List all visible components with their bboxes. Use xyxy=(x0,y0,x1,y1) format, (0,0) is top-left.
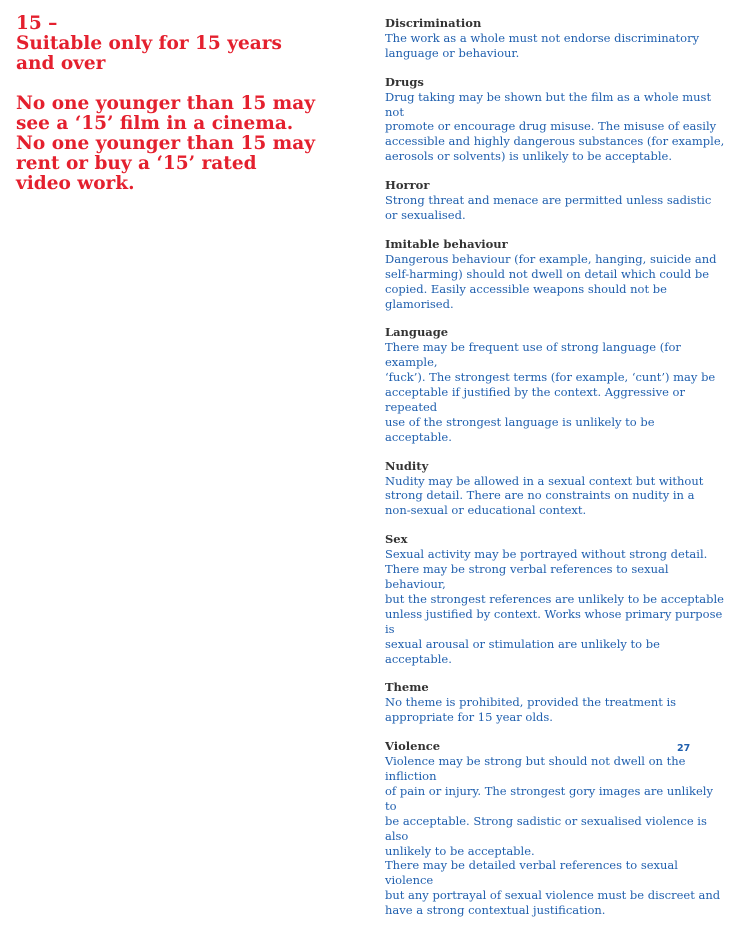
section-heading: Imitable behaviour xyxy=(385,236,508,251)
section-text: No theme is prohibited, provided the treatment is appropriate for 15 year olds. xyxy=(385,695,677,725)
guideline-section xyxy=(385,178,725,223)
guideline-section xyxy=(385,680,725,725)
section-heading: Language xyxy=(385,325,449,340)
section-heading: Sex xyxy=(385,532,408,547)
section-text: Drug taking may be shown but the film as a whole must not promote or encourage drug misuse. The misuse of easily accessible and highly dangerous substances (for example, aerosols or solvents) is unlikely to be acceptable. xyxy=(385,89,725,164)
section-text: Sexual activity may be portrayed without strong detail. There may be strong verbal references to sexual behaviour, but the strongest references are unlikely to be acceptable unless justified by context. Works whose primary purpose is sexual arousal or stimulation are unlikely to be acceptable. xyxy=(385,547,724,666)
section-heading: Theme xyxy=(385,680,429,695)
section-text: Dangerous behaviour (for example, hanging, suicide and self-harming) should not dwell on detail which could be copied. Easily accessible weapons should not be glamorised. xyxy=(385,251,717,311)
section-text: Strong threat and menace are permitted unless sadistic or sexualised. xyxy=(385,193,712,222)
rating-subtitle: Suitable only for 15 years and over xyxy=(16,33,282,74)
rating-notice: No one younger than 15 may see a ‘15’ film in a cinema. No one younger than 15 may rent or buy a ‘15’ rated video work. xyxy=(16,93,315,194)
section-text: Violence may be strong but should not dwell on the infliction of pain or injury. The strongest gory images are unlikely to be acceptable. Strong sadistic or sexualised violence is also unlikely to be acceptable. xyxy=(385,754,713,858)
section-text: The work as a whole must not endorse discriminatory language or behaviour. xyxy=(385,30,700,60)
rating-title: 15 – xyxy=(16,13,58,34)
rating-panel xyxy=(16,14,346,194)
section-heading: Horror xyxy=(385,178,430,193)
section-text: Nudity may be allowed in a sexual context but without strong detail. There are no constraints on nudity in a non-sexual or educational context. xyxy=(385,473,704,518)
guideline-section xyxy=(385,459,725,519)
section-text: There may be frequent use of strong language (for example, ‘fuck’). The strongest terms (for example, ‘cunt’) may be acceptable if justified by the context. Aggressive or repeated use of the strongest language is unlikely to be acceptable. xyxy=(385,340,716,444)
guideline-section xyxy=(385,16,725,61)
page-number: 27 xyxy=(677,743,691,754)
guideline-section xyxy=(385,325,725,444)
section-text: There may be detailed verbal references to sexual violence but any portrayal of sexual violence must be discreet and have a strong contextual justification. xyxy=(385,858,721,918)
guideline-section xyxy=(385,237,725,312)
section-heading: Nudity xyxy=(385,458,429,473)
guideline-section xyxy=(385,75,725,164)
guideline-section xyxy=(385,739,725,918)
guideline-section xyxy=(385,532,725,666)
section-heading: Violence xyxy=(385,739,441,754)
section-heading: Discrimination xyxy=(385,16,482,30)
guidelines-column xyxy=(385,16,725,932)
section-heading: Drugs xyxy=(385,74,424,89)
